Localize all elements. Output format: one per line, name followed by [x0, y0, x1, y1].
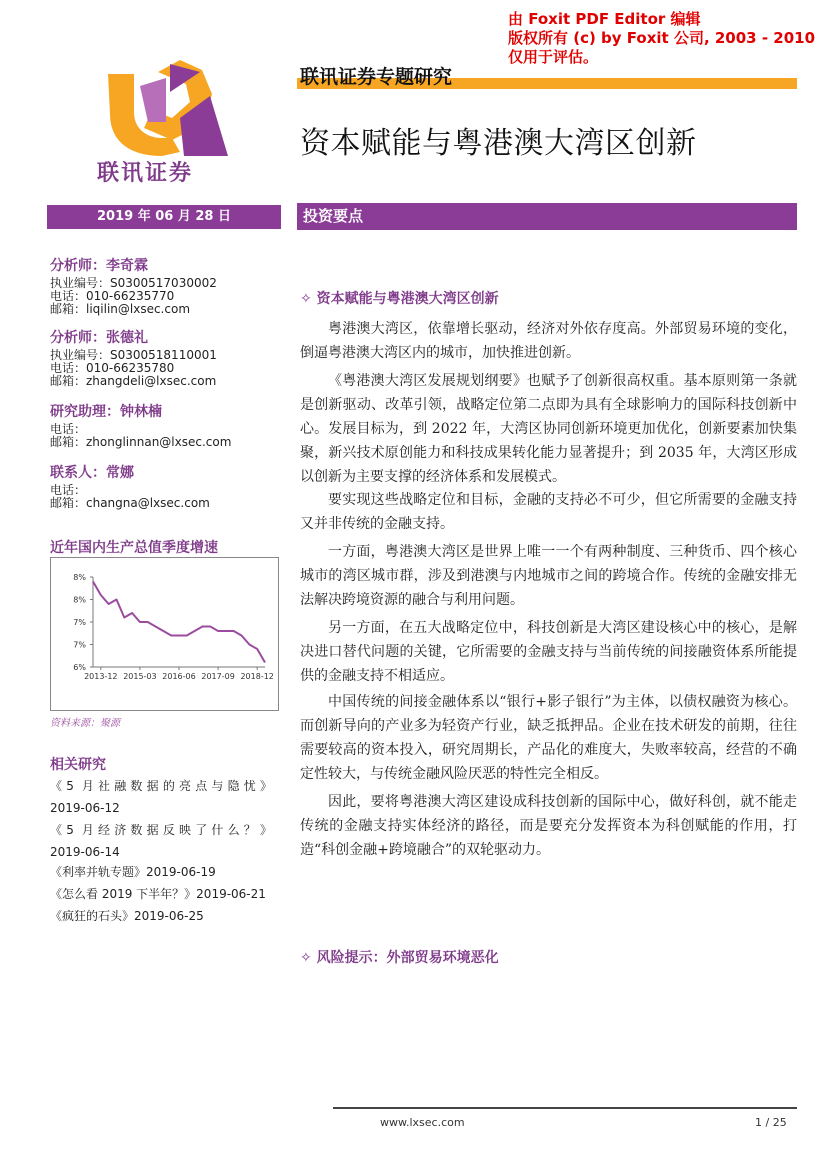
contact-phone: 电话：	[50, 483, 87, 497]
chart-title: 近年国内生产总值季度增速	[50, 540, 218, 556]
related-report-date: 2019-06-12	[50, 801, 120, 815]
y-tick-label: 6%	[73, 663, 86, 672]
analyst-email: 邮箱：zhangdeli@lxsec.com	[50, 374, 217, 388]
body-paragraph: 一方面，粤港澳大湾区是世界上唯一一个有两种制度、三种货币、四个核心城市的湾区城市群，涉及到港澳与内地城市之间的跨境合作。传统的金融安排无法解决跨境资源的融合与利用问题。	[300, 544, 797, 608]
related-report-link[interactable]: 《利率并轨专题》2019-06-19	[50, 865, 216, 879]
analyst-license: 执业编号：S0300518110001	[50, 348, 217, 362]
footer-divider	[333, 1107, 797, 1109]
x-tick-label: 2018-12	[240, 672, 274, 681]
risk-warning-heading: ✧ 风险提示：外部贸易环境恶化	[300, 950, 499, 966]
y-tick-label: 7%	[73, 618, 86, 627]
analyst-license: 执业编号：S0300517030002	[50, 276, 217, 290]
analyst-card	[50, 257, 280, 316]
related-research-heading: 相关研究	[50, 757, 106, 773]
chart-source: 资料来源：聚源	[50, 718, 120, 729]
analyst-name: 分析师：李奇霖	[50, 258, 148, 274]
analyst-card	[50, 329, 280, 388]
analyst-phone: 电话：010-66235770	[50, 289, 175, 303]
body-paragraph: 另一方面，在五大战略定位中，科技创新是大湾区建设核心中的核心，是解决进口替代问题的关键，它所需要的金融支持与当前传统的间接融资体系所能提供的金融支持不相适应。	[300, 620, 797, 684]
footer-website-link[interactable]: www.lxsec.com	[380, 1116, 465, 1129]
assistant-name: 研究助理：钟林楠	[50, 404, 162, 420]
body-paragraph: 《粤港澳大湾区发展规划纲要》也赋予了创新很高权重。基本原则第一条就是创新驱动、改革引领，战略定位第二点即为具有全球影响力的国际科技创新中心。发展目标为，到 2022 年，大湾区协同创新环境更加优化，创新要素加快集聚，新兴技术原创能力和科技成果转化能力显著提升；到 2035 年，大湾区形成以创新为主要支撑的经济体系和发展模式。	[300, 373, 797, 485]
logo-purple-shape-3	[140, 78, 166, 122]
logo-text: 联讯证券	[97, 161, 194, 186]
page-number: 1 / 25	[755, 1116, 787, 1129]
x-tick-label: 2016-06	[162, 672, 196, 681]
gdp-growth-chart	[51, 558, 278, 710]
x-tick-label: 2015-03	[123, 672, 157, 681]
foxit-watermark	[508, 10, 815, 67]
investment-highlights-bar: 投资要点	[297, 203, 797, 230]
watermark-line-1: 由 Foxit PDF Editor 编辑	[508, 10, 701, 28]
y-tick-label: 8%	[73, 573, 86, 582]
contact-name: 联系人：常娜	[50, 465, 134, 481]
x-tick-label: 2013-12	[84, 672, 118, 681]
analyst-email: 邮箱：liqilin@lxsec.com	[50, 302, 191, 316]
y-tick-label: 8%	[73, 595, 86, 605]
related-report-link[interactable]: 《疯狂的石头》2019-06-25	[50, 909, 204, 923]
date-bar: 2019 年 06 月 28 日	[47, 205, 281, 229]
gdp-chart-frame	[50, 557, 279, 711]
body-paragraph: 要实现这些战略定位和目标，金融的支持必不可少，但它所需要的金融支持又并非传统的金融支持。	[300, 492, 797, 532]
contact-card	[50, 464, 280, 510]
related-report-date: 2019-06-14	[50, 845, 120, 859]
analyst-name: 分析师：张德礼	[50, 330, 148, 346]
y-tick-label: 7%	[73, 640, 86, 650]
related-report-link[interactable]: 《5 月社融数据的亮点与隐忧》	[50, 779, 272, 793]
gdp-growth-line	[93, 582, 265, 663]
body-paragraph: 粤港澳大湾区，依靠增长驱动，经济对外依存度高。外部贸易环境的变化，倒逼粤港澳大湾区内的城市，加快推进创新。	[300, 321, 797, 361]
series-title: 联讯证券专题研究	[300, 66, 453, 88]
watermark-line-2: 版权所有 (c) by Foxit 公司, 2003 - 2010	[508, 29, 816, 47]
contact-email: 邮箱：changna@lxsec.com	[50, 496, 210, 510]
body-paragraph: 中国传统的间接金融体系以“银行+影子银行”为主体，以债权融资为核心。而创新导向的产业多为轻资产行业，缺乏抵押品。企业在技术研发的前期，往往需要较高的资本投入，研究周期长，产品化的难度大，失败率较高，经营的不确定性较大，与传统金融风险厌恶的特性完全相反。	[300, 694, 797, 782]
related-report-link[interactable]: 《5 月经济数据反映了什么？》	[50, 823, 272, 837]
section-heading: ✧ 资本赋能与粤港澳大湾区创新	[300, 291, 499, 307]
research-assistant-card	[50, 403, 280, 449]
report-title: 资本赋能与粤港澳大湾区创新	[300, 126, 697, 161]
body-paragraph: 因此，要将粤港澳大湾区建设成科技创新的国际中心，做好科创，就不能走传统的金融支持实体经济的路径，而是要充分发挥资本为科创赋能的作用，打造“科创金融+跨境融合”的双轮驱动力。	[300, 794, 797, 858]
assistant-phone: 电话：	[50, 422, 87, 436]
assistant-email: 邮箱：zhonglinnan@lxsec.com	[50, 435, 232, 449]
analyst-phone: 电话：010-66235780	[50, 361, 175, 375]
related-report-link[interactable]: 《怎么看 2019 下半年？》2019-06-21	[50, 887, 266, 901]
watermark-line-3: 仅用于评估。	[508, 48, 599, 66]
x-tick-label: 2017-09	[201, 672, 235, 681]
